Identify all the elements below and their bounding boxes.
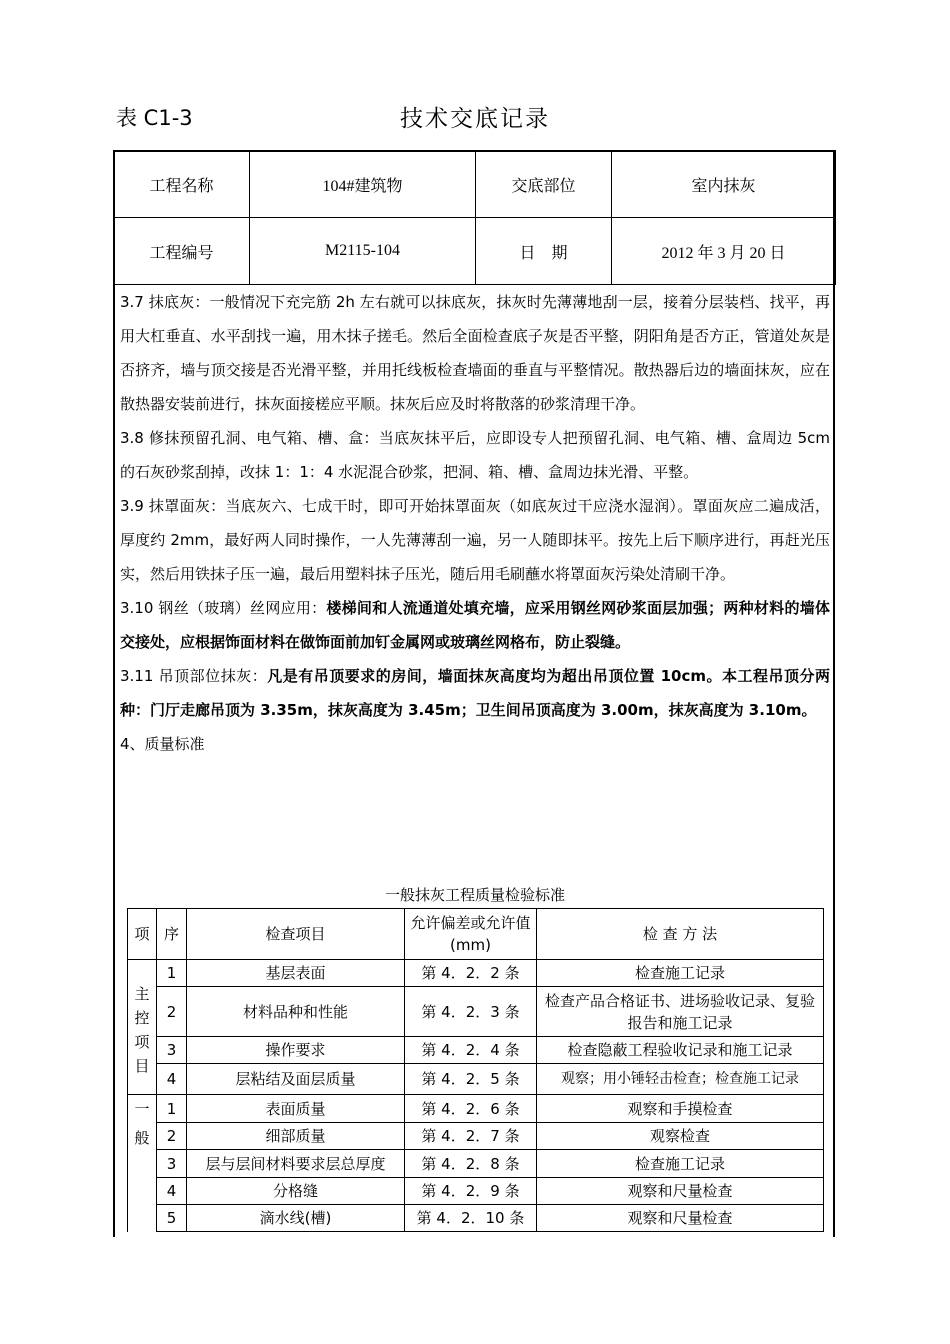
row-seq: 4 bbox=[157, 1178, 187, 1205]
row-item: 层粘结及面层质量 bbox=[187, 1064, 405, 1095]
quality-standard-table bbox=[127, 908, 824, 1232]
table-row bbox=[128, 987, 824, 1037]
row-method: 检查产品合格证书、进场验收记录、复验报告和施工记录 bbox=[537, 987, 824, 1037]
paragraph-3-11-prefix: 3.11 吊顶部位抹灰： bbox=[120, 667, 268, 685]
date-value: 2012 年 3 月 20 日 bbox=[612, 218, 836, 285]
paragraph-3-10-prefix: 3.10 钢丝（玻璃）丝网应用： bbox=[120, 599, 327, 617]
paragraph-3-11 bbox=[120, 659, 830, 727]
row-item: 细部质量 bbox=[187, 1123, 405, 1150]
header-tolerance: 允许偏差或允许值(mm) bbox=[405, 909, 537, 960]
row-method: 观察检查 bbox=[537, 1123, 824, 1150]
group-main-control: 主控项目 bbox=[128, 960, 157, 1095]
row-item: 滴水线(槽) bbox=[187, 1205, 405, 1232]
row-seq: 3 bbox=[157, 1150, 187, 1178]
table-row bbox=[128, 1150, 824, 1178]
table-row bbox=[128, 1123, 824, 1150]
disclosure-content bbox=[120, 285, 830, 761]
row-method: 观察和尺量检查 bbox=[537, 1205, 824, 1232]
row-item: 操作要求 bbox=[187, 1037, 405, 1064]
row-method: 检查隐蔽工程验收记录和施工记录 bbox=[537, 1037, 824, 1064]
document-title: 技术交底记录 bbox=[400, 106, 550, 132]
row-seq: 5 bbox=[157, 1205, 187, 1232]
row-ref: 第 4．2．10 条 bbox=[405, 1205, 537, 1232]
table-row bbox=[128, 1205, 824, 1232]
info-row-1 bbox=[114, 151, 836, 218]
row-ref: 第 4．2．9 条 bbox=[405, 1178, 537, 1205]
row-method: 检查施工记录 bbox=[537, 960, 824, 987]
project-no-label: 工程编号 bbox=[114, 218, 250, 285]
row-item: 材料品种和性能 bbox=[187, 987, 405, 1037]
standard-header-row bbox=[128, 909, 824, 960]
row-ref: 第 4．2．3 条 bbox=[405, 987, 537, 1037]
row-seq: 3 bbox=[157, 1037, 187, 1064]
header-check-item: 检查项目 bbox=[187, 909, 405, 960]
row-ref: 第 4．2．6 条 bbox=[405, 1095, 537, 1123]
row-ref: 第 4．2．2 条 bbox=[405, 960, 537, 987]
form-code: 表 C1-3 bbox=[116, 106, 193, 130]
row-ref: 第 4．2．5 条 bbox=[405, 1064, 537, 1095]
row-method: 检查施工记录 bbox=[537, 1150, 824, 1178]
header-seq: 序 bbox=[157, 909, 187, 960]
row-seq: 1 bbox=[157, 960, 187, 987]
row-method: 观察和手摸检查 bbox=[537, 1095, 824, 1123]
group-general: 一般 bbox=[128, 1095, 157, 1232]
paragraph-3-8: 3.8 修抹预留孔洞、电气箱、槽、盒：当底灰抹平后，应即设专人把预留孔洞、电气箱、槽、盒周边 5cm 的石灰砂浆刮掉，改抹 1：1：4 水泥混合砂浆，把洞、箱、槽、盒周边抹光滑、平整。 bbox=[120, 429, 830, 481]
paragraph-3-10-bold: 楼梯间和人流通道处填充墙，应采用钢丝网砂浆面层加强；两种材料的墙体交接处，应根据饰面材料在做饰面前加钉金属网或玻璃丝网格布，防止裂缝。 bbox=[120, 599, 830, 651]
project-no-value: M2115-104 bbox=[250, 218, 476, 285]
row-seq: 2 bbox=[157, 1123, 187, 1150]
row-item: 基层表面 bbox=[187, 960, 405, 987]
paragraph-3-9: 3.9 抹罩面灰：当底灰六、七成干时，即可开始抹罩面灰（如底灰过干应浇水湿润）。罩面灰应二遍成活，厚度约 2mm，最好两人同时操作，一人先薄薄刮一遍，另一人随即抹平。按先上后下顺序进行，再赶光压实，然后用铁抹子压一遍，最后用塑料抹子压光，随后用毛刷蘸水将罩面灰污染处清刷干净。 bbox=[120, 497, 830, 583]
row-item: 分格缝 bbox=[187, 1178, 405, 1205]
row-method: 观察和尺量检查 bbox=[537, 1178, 824, 1205]
location-label: 交底部位 bbox=[476, 151, 612, 218]
table-row bbox=[128, 1037, 824, 1064]
row-seq: 1 bbox=[157, 1095, 187, 1123]
paragraph-3-7: 3.7 抹底灰：一般情况下充完筋 2h 左右就可以抹底灰，抹灰时先薄薄地刮一层，接着分层装档、找平，再用大杠垂直、水平刮找一遍，用木抹子搓毛。然后全面检查底子灰是否平整，阴阳角是否方正，管道处灰是否挤齐，墙与顶交接是否光滑平整，并用托线板检查墙面的垂直与平整情况。散热器后边的墙面抹灰，应在散热器安装前进行，抹灰面接槎应平顺。抹灰后应及时将散落的砂浆清理干净。 bbox=[120, 293, 830, 413]
table-row bbox=[128, 1095, 824, 1123]
row-method: 观察；用小锤轻击检查；检查施工记录 bbox=[537, 1064, 824, 1095]
header-item: 项 bbox=[128, 909, 157, 960]
row-item: 表面质量 bbox=[187, 1095, 405, 1123]
paragraph-3-11-bold: 凡是有吊顶要求的房间，墙面抹灰高度均为超出吊顶位置 10cm。本工程吊顶分两种：门厅走廊吊顶为 3.35m，抹灰高度为 3.45m；卫生间吊顶高度为 3.00m，抹灰高度为 3.10m。 bbox=[120, 667, 831, 719]
row-ref: 第 4．2．7 条 bbox=[405, 1123, 537, 1150]
date-label: 日 期 bbox=[476, 218, 612, 285]
table-row bbox=[128, 960, 824, 987]
row-seq: 4 bbox=[157, 1064, 187, 1095]
table-row bbox=[128, 1064, 824, 1095]
row-ref: 第 4．2．4 条 bbox=[405, 1037, 537, 1064]
row-ref: 第 4．2．8 条 bbox=[405, 1150, 537, 1178]
project-info-table bbox=[113, 150, 836, 285]
row-seq: 2 bbox=[157, 987, 187, 1037]
location-value: 室内抹灰 bbox=[612, 151, 836, 218]
standard-table-title: 一般抹灰工程质量检验标准 bbox=[384, 886, 565, 904]
section-4-heading: 4、质量标准 bbox=[120, 735, 205, 753]
project-name-label: 工程名称 bbox=[114, 151, 250, 218]
project-name-value: 104#建筑物 bbox=[250, 151, 476, 218]
table-row bbox=[128, 1178, 824, 1205]
row-item: 层与层间材料要求层总厚度 bbox=[187, 1150, 405, 1178]
header-method: 检 查 方 法 bbox=[537, 909, 824, 960]
info-row-2 bbox=[114, 218, 836, 285]
paragraph-3-10 bbox=[120, 591, 830, 659]
